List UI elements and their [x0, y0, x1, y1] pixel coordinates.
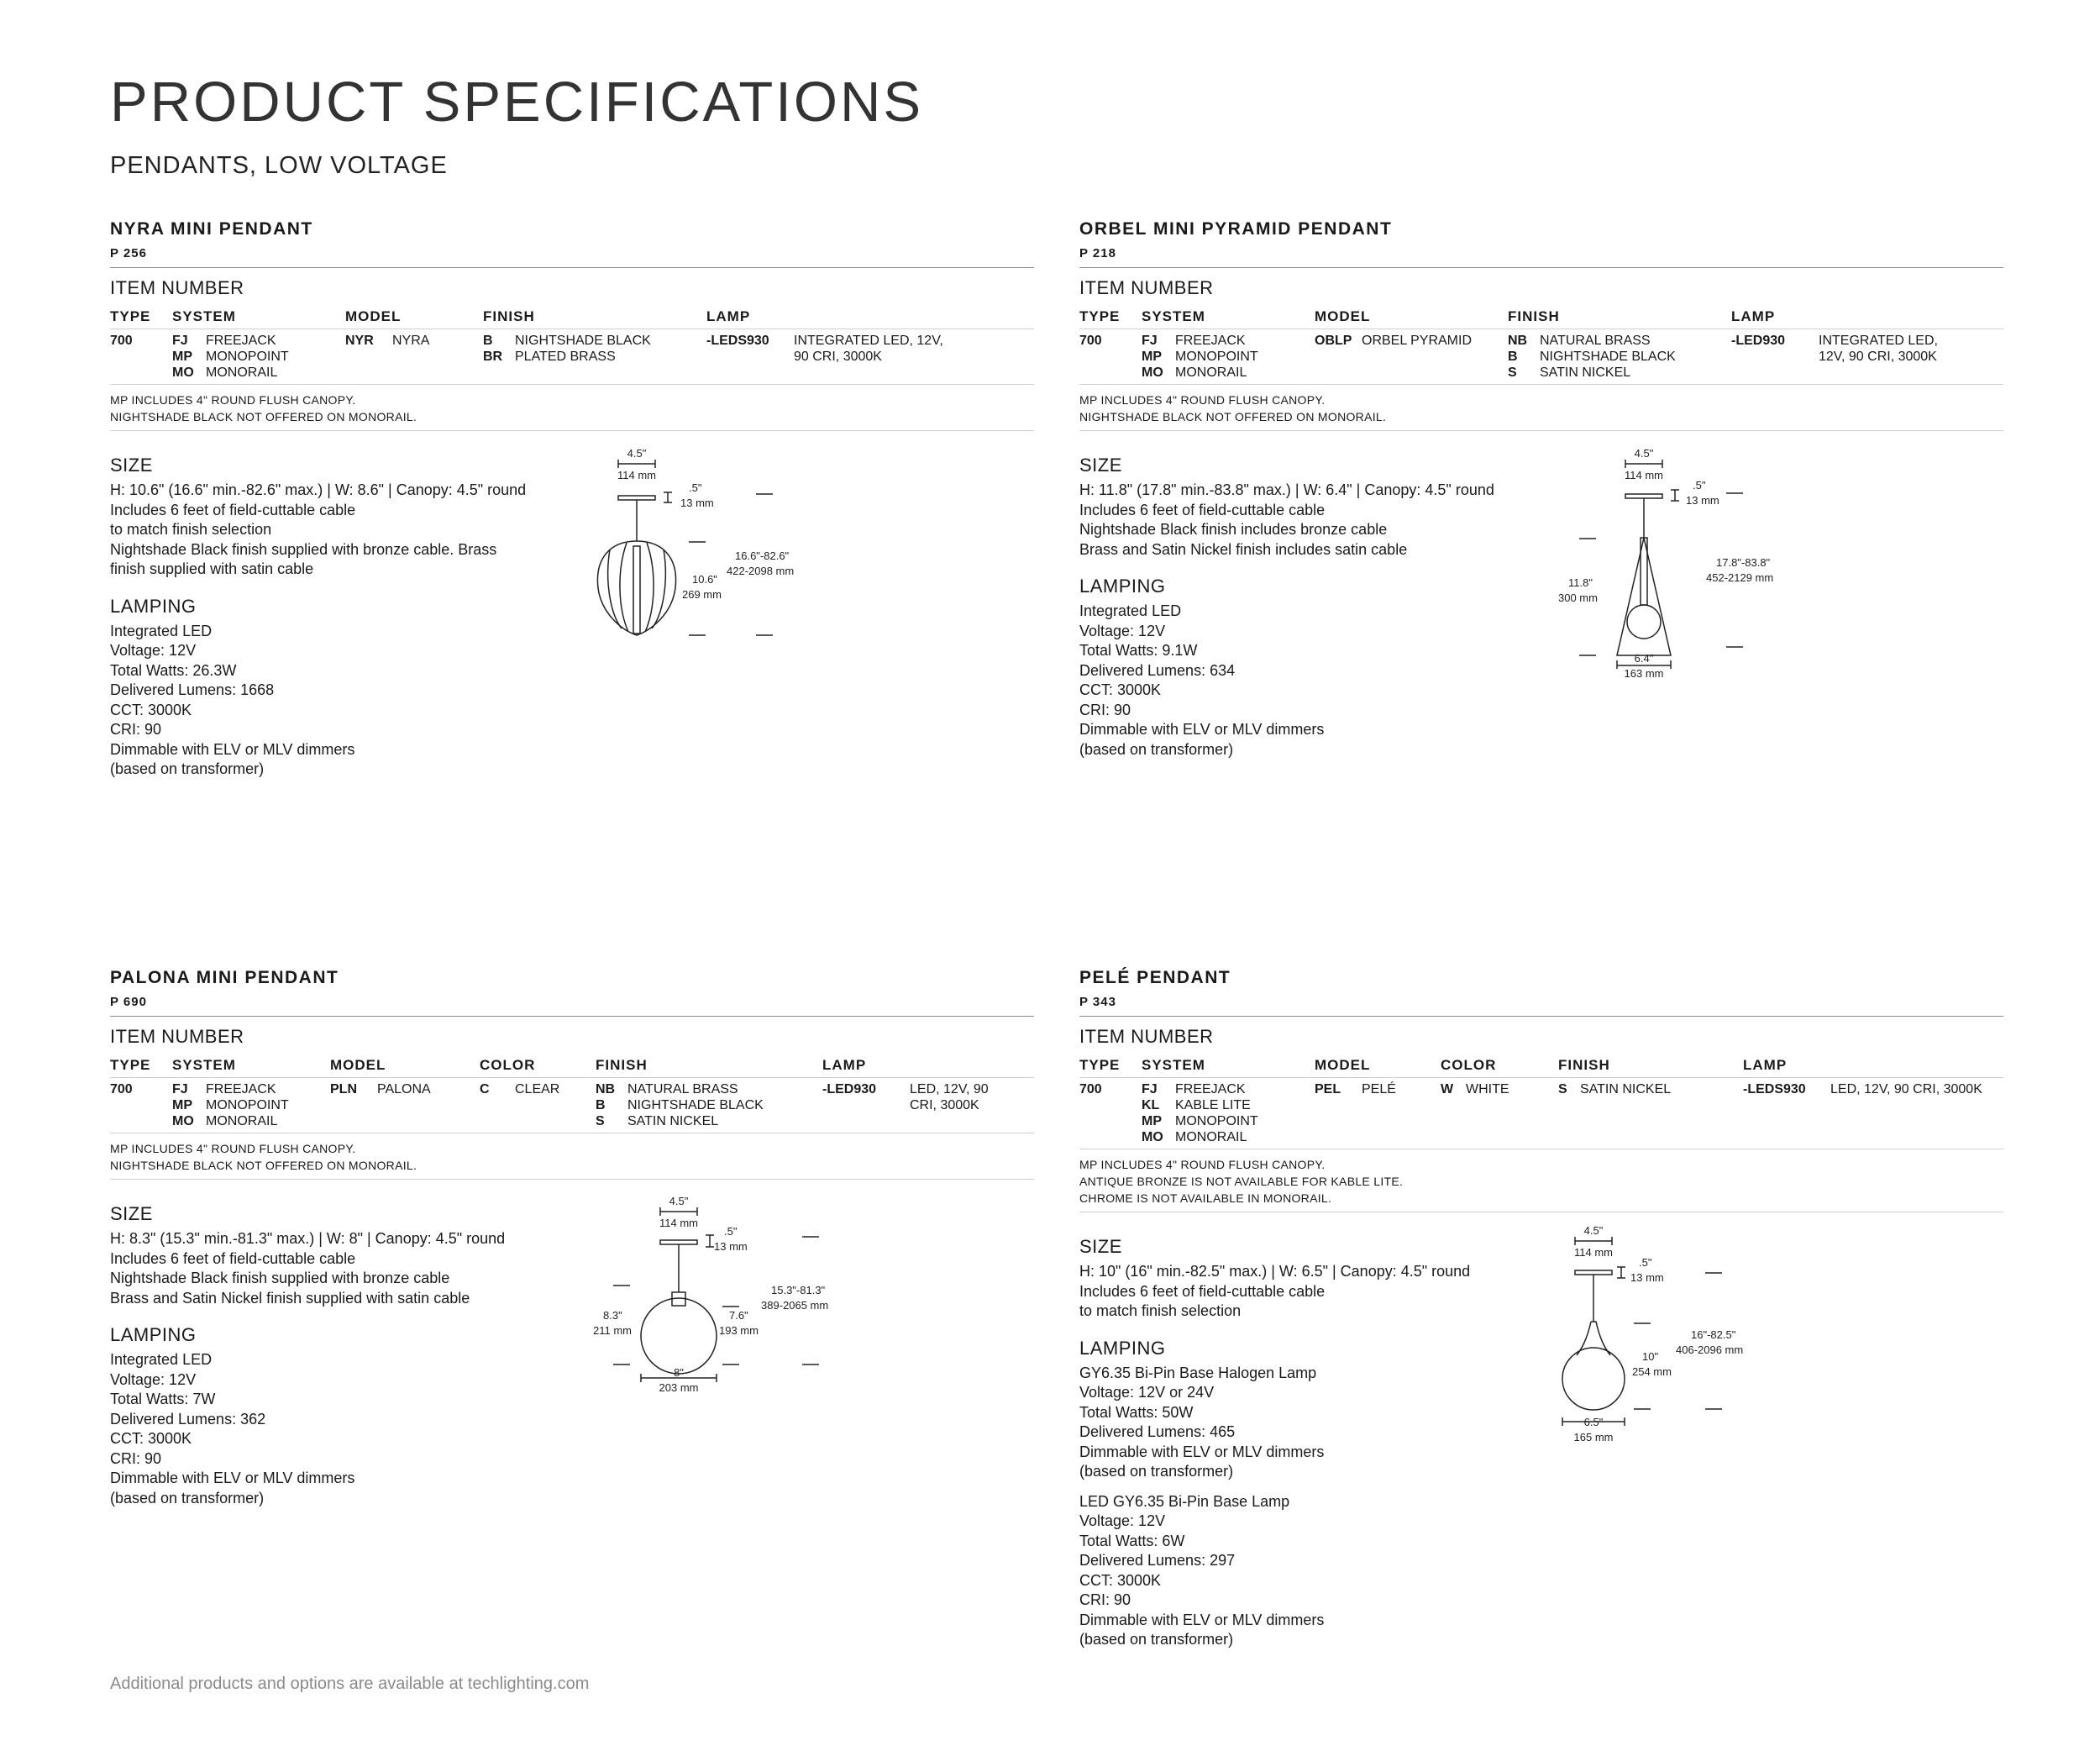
col-model: MODEL	[345, 306, 483, 329]
size-section: SIZE H: 11.8" (17.8" min.-83.8" max.) | W: 6.4" | Canopy: 4.5" round Includes 6 feet of field-cuttable cable Nightshade Black finish includes bronze cable Brass and Satin Nickel finish includes satin cable	[1079, 455, 1494, 558]
model-option: NYR NYRA	[345, 334, 430, 348]
item-number-table: TYPE SYSTEM MODEL COLOR FINISH LAMP 700 FJ FREEJACK KL KABLE LITE MP MONOPOINT MO MONORAIL PEL PELÉ W WHITE S SATIN NICKEL -LEDS930 LED, 12V, 90 CRI, 3000K	[1079, 1054, 2003, 1149]
product-name: NYRA MINI PENDANT	[110, 219, 313, 239]
product-pele: PELÉ PENDANT P 343 ITEM NUMBER TYPE SYSTEM MODEL COLOR FINISH LAMP 700 FJ FREEJACK KL KABLE LITE MP MONOPOINT MO MONORAIL PEL PELÉ W WHITE S SATIN NICKEL -LEDS930 LED, 12V, 90 CRI, 3000K MP INCLUDES 4" ROUND FLUSH CANOPY. ANTIQUE BRONZE IS NOT AVAILABLE FOR KABLE LITE. CHROME IS NOT AVAILABLE IN MONORAIL. SIZE H: 10" (16" min.-82.5" max.) | W: 6.5" | Canopy: 4.5" round Includes 6 feet of field-cuttable cable to match finish selection LAMPING GY6.35 Bi-Pin Base Halogen Lamp Voltage: 12V or 24V Total Watts: 50W Delivered Lumens: 465 Dimmable with ELV or MLV dimmers (based on transformer) LED GY6.35 Bi-Pin Base Lamp Voltage: 12V Total Watts: 6W Delivered Lumens: 297 CCT: 3000K CRI: 90 Dimmable with ELV or MLV dimmers (based on transformer)	[1079, 969, 2003, 1650]
nyra-dimension-drawing	[588, 445, 823, 668]
svg-text:6.5": 6.5"	[1583, 1416, 1604, 1428]
svg-text:4.5": 4.5"	[669, 1195, 689, 1207]
svg-text:4.5": 4.5"	[1634, 447, 1654, 460]
svg-text:389-2065 mm: 389-2065 mm	[761, 1299, 829, 1312]
lamping-section: LAMPING Integrated LED Voltage: 12V Total Watts: 26.3W Delivered Lumens: 1668 CCT: 3000K CRI: 90 Dimmable with ELV or MLV dimmers (based on transformer)	[110, 597, 580, 780]
system-option: FJ FREEJACK	[172, 334, 276, 348]
model-option: OBLP ORBEL PYRAMID	[1315, 334, 1472, 348]
product-notes: MP INCLUDES 4" ROUND FLUSH CANOPY. NIGHTSHADE BLACK NOT OFFERED ON MONORAIL.	[1079, 384, 2003, 431]
canopy-dim-in: 4.5"	[627, 447, 647, 460]
svg-text:8.3": 8.3"	[603, 1309, 622, 1322]
product-name: ORBEL MINI PYRAMID PENDANT	[1079, 219, 1393, 239]
svg-text:406-2096 mm: 406-2096 mm	[1676, 1343, 1744, 1356]
svg-text:13 mm: 13 mm	[1630, 1271, 1664, 1284]
svg-text:211 mm: 211 mm	[593, 1324, 632, 1337]
svg-text:7.6": 7.6"	[729, 1309, 748, 1322]
svg-text:165 mm: 165 mm	[1573, 1431, 1614, 1443]
svg-text:4.5": 4.5"	[1583, 1224, 1604, 1237]
svg-text:.5": .5"	[1693, 479, 1706, 492]
gap-dim-mm: 13 mm	[680, 497, 714, 509]
svg-text:13 mm: 13 mm	[1686, 494, 1719, 507]
svg-text:452-2129 mm: 452-2129 mm	[1706, 571, 1774, 584]
svg-text:15.3"-81.3": 15.3"-81.3"	[771, 1284, 826, 1296]
palona-dimension-drawing	[588, 1193, 840, 1407]
overall-dim-mm: 422-2098 mm	[727, 565, 795, 577]
page-title: PRODUCT SPECIFICATIONS	[110, 71, 924, 134]
col-system: SYSTEM	[172, 306, 345, 329]
system-option: MP MONOPOINT	[172, 350, 289, 364]
svg-text:16"-82.5": 16"-82.5"	[1691, 1328, 1736, 1341]
type-value: 700	[1079, 334, 1102, 348]
svg-text:8": 8"	[674, 1366, 684, 1379]
col-type: TYPE	[110, 306, 172, 329]
size-section: SIZE H: 10.6" (16.6" min.-82.6" max.) | W: 8.6" | Canopy: 4.5" round Includes 6 feet of field-cuttable cable to match finish selection Nightshade Black finish supplied with bronze cable. Brass finish supplied with satin cable	[110, 456, 580, 580]
lamping-heading: LAMPING	[110, 595, 197, 617]
height-dim-mm: 269 mm	[682, 588, 722, 601]
footer-note: Additional products and options are available at techlighting.com	[110, 1675, 590, 1693]
pele-dimension-drawing	[1558, 1223, 1802, 1454]
product-palona: PALONA MINI PENDANT P 690 ITEM NUMBER TYPE SYSTEM MODEL COLOR FINISH LAMP 700 FJ FREEJACK MP MONOPOINT MO MONORAIL PLN PALONA C CLEAR NB NATURAL BRASS B NIGHTSHADE BLACK S SATIN NICKEL -LED930 LED, 12V, 90 CRI, 3000K MP INCLUDES 4" ROUND FLUSH CANOPY. NIGHTSHADE BLACK NOT OFFERED ON MONORAIL. SIZE H: 8.3" (15.3" min.-81.3" max.) | W: 8" | Canopy: 4.5" round Includes 6 feet of field-cuttable cable Nightshade Black finish supplied with bronze cable Brass and Satin Nickel finish supplied with satin cable LAMPING Integrated LED Voltage: 12V Total Watts: 7W Delivered Lumens: 362 CCT: 3000K CRI: 90 Dimmable with ELV or MLV dimmers (based on transformer)	[110, 969, 1034, 1508]
svg-text:6.4": 6.4"	[1634, 652, 1654, 665]
col-finish: FINISH	[483, 306, 706, 329]
svg-text:163 mm: 163 mm	[1624, 667, 1664, 680]
size-heading: SIZE	[110, 455, 153, 476]
svg-text:193 mm: 193 mm	[719, 1324, 759, 1337]
item-number-table: TYPE SYSTEM MODEL COLOR FINISH LAMP 700 FJ FREEJACK MP MONOPOINT MO MONORAIL PLN PALONA C CLEAR NB NATURAL BRASS B NIGHTSHADE BLACK S SATIN NICKEL -LED930 LED, 12V, 90 CRI, 3000K	[110, 1054, 1034, 1133]
finish-option: S SATIN NICKEL	[1508, 365, 1631, 380]
gap-dim-in: .5"	[689, 481, 702, 494]
svg-text:17.8"-83.8": 17.8"-83.8"	[1716, 556, 1771, 569]
svg-text:203 mm: 203 mm	[659, 1381, 699, 1394]
system-option: MO MONORAIL	[172, 365, 278, 380]
svg-text:13 mm: 13 mm	[714, 1240, 748, 1253]
product-notes: MP INCLUDES 4" ROUND FLUSH CANOPY. NIGHTSHADE BLACK NOT OFFERED ON MONORAIL.	[110, 384, 1034, 431]
finish-option: B NIGHTSHADE BLACK	[1508, 350, 1676, 364]
svg-text:114 mm: 114 mm	[1625, 469, 1663, 481]
finish-option: BR PLATED BRASS	[483, 350, 616, 364]
item-number-table: TYPE SYSTEM MODEL FINISH LAMP 700 FJ FREEJACK MP MONOPOINT MO MONORAIL OBLP ORBEL PYRAMID NB NATURAL BRASS B NIGHTSHADE BLACK S SATIN NICKEL -LED930 INTEGRATED LED, 12V, 90 CRI, 3000K	[1079, 306, 2003, 384]
product-nyra	[110, 220, 1034, 780]
finish-option: NB NATURAL BRASS	[1508, 334, 1651, 348]
overall-dim-in: 16.6"-82.6"	[735, 549, 790, 562]
system-option: MO MONORAIL	[1142, 365, 1247, 380]
lamping-section: LAMPING Integrated LED Voltage: 12V Total Watts: 9.1W Delivered Lumens: 634 CCT: 3000K CRI: 90 Dimmable with ELV or MLV dimmers (based on transformer)	[1079, 576, 1325, 758]
height-dim-in: 10.6"	[692, 573, 717, 586]
canopy-dim-mm: 114 mm	[617, 469, 656, 481]
svg-text:114 mm: 114 mm	[659, 1217, 698, 1229]
system-option: FJ FREEJACK	[1142, 334, 1246, 348]
product-page-ref: P 256	[110, 246, 147, 260]
system-option: MP MONOPOINT	[1142, 350, 1258, 364]
item-number-table	[110, 306, 1034, 384]
col-lamp: LAMP	[706, 306, 1034, 329]
orbel-dimension-drawing	[1558, 445, 1802, 693]
item-number-heading: ITEM NUMBER	[1079, 277, 1214, 298]
product-orbel-pyramid	[1079, 220, 2003, 760]
svg-text:300 mm: 300 mm	[1558, 592, 1598, 604]
svg-text:114 mm: 114 mm	[1574, 1246, 1613, 1259]
svg-text:.5": .5"	[724, 1225, 738, 1238]
svg-text:254 mm: 254 mm	[1632, 1365, 1672, 1378]
svg-text:10": 10"	[1642, 1350, 1659, 1363]
lamp-option: -LEDS930 INTEGRATED LED, 12V, 90 CRI, 3000K	[706, 334, 943, 364]
svg-text:11.8": 11.8"	[1568, 576, 1593, 589]
finish-option: B NIGHTSHADE BLACK	[483, 334, 651, 348]
page-subtitle: PENDANTS, LOW VOLTAGE	[110, 152, 448, 179]
product-page-ref: P 218	[1079, 246, 1116, 260]
type-value: 700	[110, 334, 133, 348]
item-number-heading: ITEM NUMBER	[110, 277, 244, 298]
lamp-option: -LED930 INTEGRATED LED, 12V, 90 CRI, 3000K	[1731, 334, 1938, 364]
svg-text:.5": .5"	[1639, 1256, 1652, 1269]
